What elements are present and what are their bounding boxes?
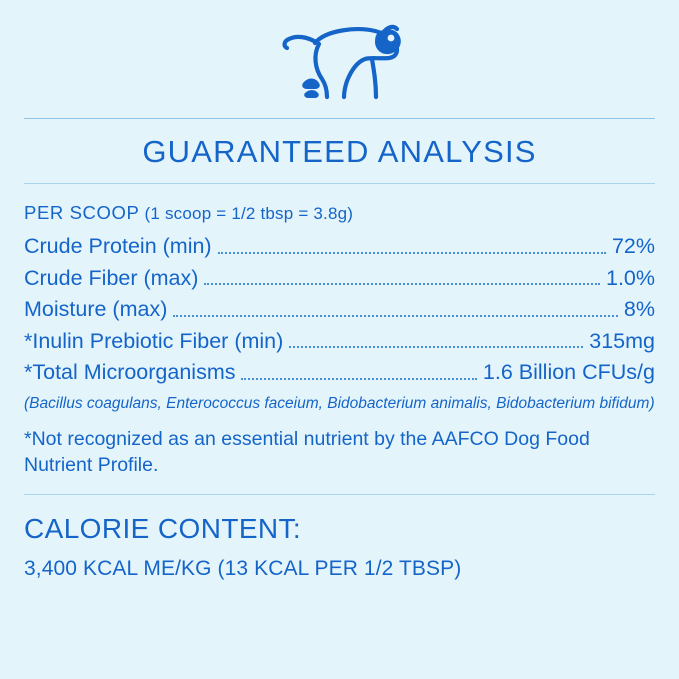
- nutrient-value: 72%: [611, 234, 655, 258]
- serving-detail: (1 scoop = 1/2 tbsp = 3.8g): [144, 204, 354, 223]
- nutrient-value: 1.6 Billion CFUs/g: [482, 360, 655, 384]
- brand-logo: [24, 0, 655, 118]
- analysis-section: [24, 184, 655, 478]
- leader-dots: [289, 345, 583, 348]
- serving-label: PER SCOOP: [24, 202, 140, 223]
- strain-list: (Bacillus coagulans, Enterococcus faceium, Bidobacterium animalis, Bidobacterium bifidum): [24, 394, 655, 412]
- leader-dots: [241, 377, 476, 380]
- nutrient-name: Crude Protein (min): [24, 234, 212, 258]
- leader-dots: [204, 282, 600, 285]
- calorie-section: [24, 495, 655, 581]
- table-row: [24, 362, 655, 384]
- dog-pooping-icon: [275, 13, 405, 105]
- nutrient-name: Crude Fiber (max): [24, 265, 199, 290]
- footnote: *Not recognized as an essential nutrient by the AAFCO Dog Food Nutrient Profile.: [24, 428, 590, 476]
- nutrient-name: *Inulin Prebiotic Fiber (min): [24, 328, 284, 353]
- nutrient-value: 1.0%: [605, 265, 655, 290]
- table-row: [24, 328, 655, 353]
- page-title: GUARANTEED ANALYSIS: [142, 134, 537, 169]
- table-row: [24, 236, 655, 258]
- nutrient-value: 8%: [623, 297, 655, 321]
- leader-dots: [173, 314, 618, 317]
- serving-line: [24, 202, 655, 224]
- leader-dots: [218, 251, 606, 254]
- nutrient-name: *Total Microorganisms: [24, 360, 236, 384]
- table-row: [24, 265, 655, 290]
- table-row: [24, 299, 655, 321]
- nutrient-value: 315mg: [589, 328, 655, 353]
- calorie-title: CALORIE CONTENT:: [24, 513, 302, 545]
- nutrient-name: Moisture (max): [24, 297, 168, 321]
- calorie-value: 3,400 KCAL ME/KG (13 KCAL PER 1/2 TBSP): [24, 557, 462, 581]
